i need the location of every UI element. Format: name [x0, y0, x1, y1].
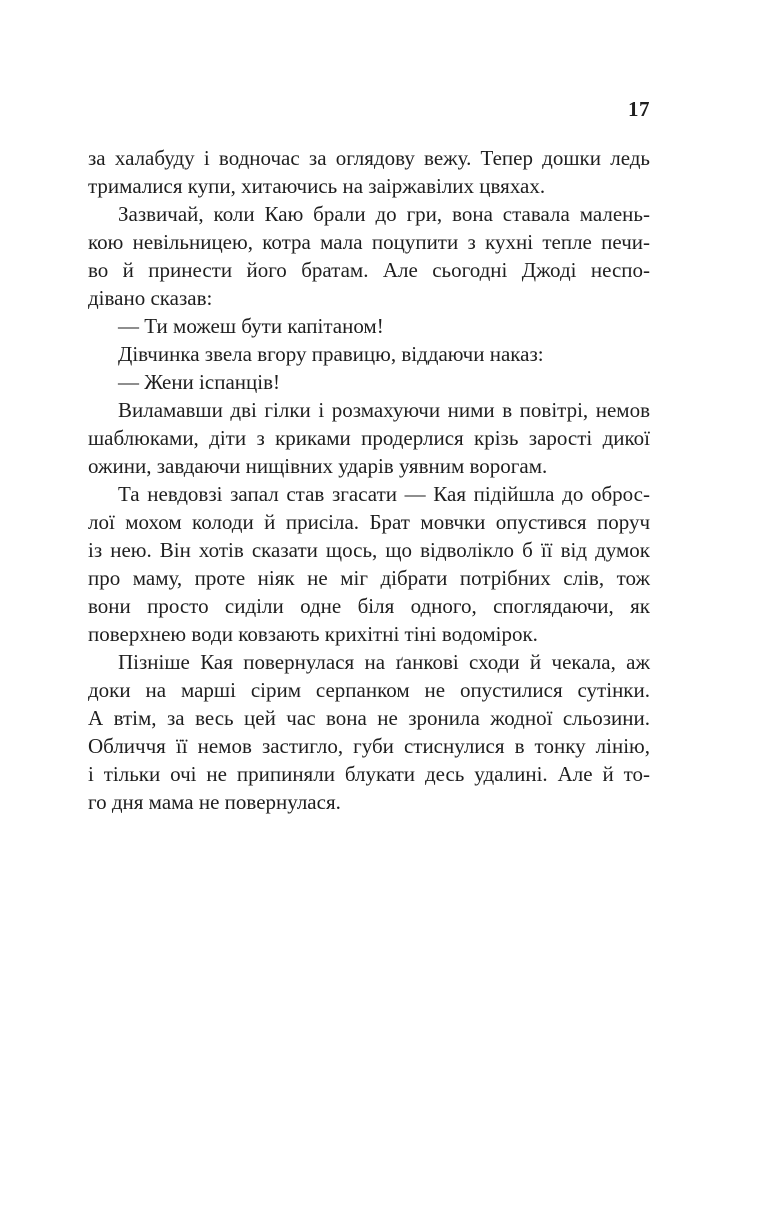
text-line: шаблюками, діти з криками продерлися крізь зарості дикої	[88, 426, 650, 450]
text-line: за халабуду і водночас за оглядову вежу. Тепер дошки ледь	[88, 146, 650, 170]
text-line: А втім, за весь цей час вона не зронила жодної сльозини.	[88, 706, 650, 730]
text-line: Дівчинка звела вгору правицю, віддаючи наказ:	[118, 342, 544, 366]
text-line: Виламавши дві гілки і розмахуючи ними в повітрі, немов	[118, 398, 650, 422]
text-line: із нею. Він хотів сказати щось, що відволікло б її від думок	[88, 538, 650, 562]
page-number: 17	[628, 97, 650, 121]
text-line: го дня мама не повернулася.	[88, 790, 341, 814]
text-line: — Ти можеш бути капітаном!	[118, 314, 384, 338]
text-line: во й принести його братам. Але сьогодні Джоді неспо-	[88, 258, 650, 282]
text-line: доки на марші сірим серпанком не опустилися сутінки.	[88, 678, 650, 702]
text-line: Пізніше Кая повернулася на ґанкові сходи й чекала, аж	[118, 650, 650, 674]
text-line: поверхнею води ковзають крихітні тіні водомірок.	[88, 622, 538, 646]
text-line: лої мохом колоди й присіла. Брат мовчки опустився поруч	[88, 510, 650, 534]
text-line: і тільки очі не припиняли блукати десь удалині. Але й то-	[88, 762, 650, 786]
text-line: вони просто сиділи одне біля одного, споглядаючи, як	[88, 594, 650, 618]
body-text	[88, 144, 650, 816]
text-line: Та невдовзі запал став згасати — Кая підійшла до оброс-	[118, 482, 650, 506]
text-line: ожини, завдаючи нищівних ударів уявним ворогам.	[88, 454, 548, 478]
text-line: дівано сказав:	[88, 286, 213, 310]
text-line: Зазвичай, коли Каю брали до гри, вона ставала малень-	[118, 202, 650, 226]
text-line: кою невільницею, котра мала поцупити з кухні тепле печи-	[88, 230, 650, 254]
text-line: трималися купи, хитаючись на заіржавілих цвяхах.	[88, 174, 546, 198]
text-line: — Жени іспанців!	[118, 370, 280, 394]
text-line: Обличчя її немов застигло, губи стиснулися в тонку лінію,	[88, 734, 650, 758]
text-line: про маму, проте ніяк не міг дібрати потрібних слів, тож	[88, 566, 650, 590]
